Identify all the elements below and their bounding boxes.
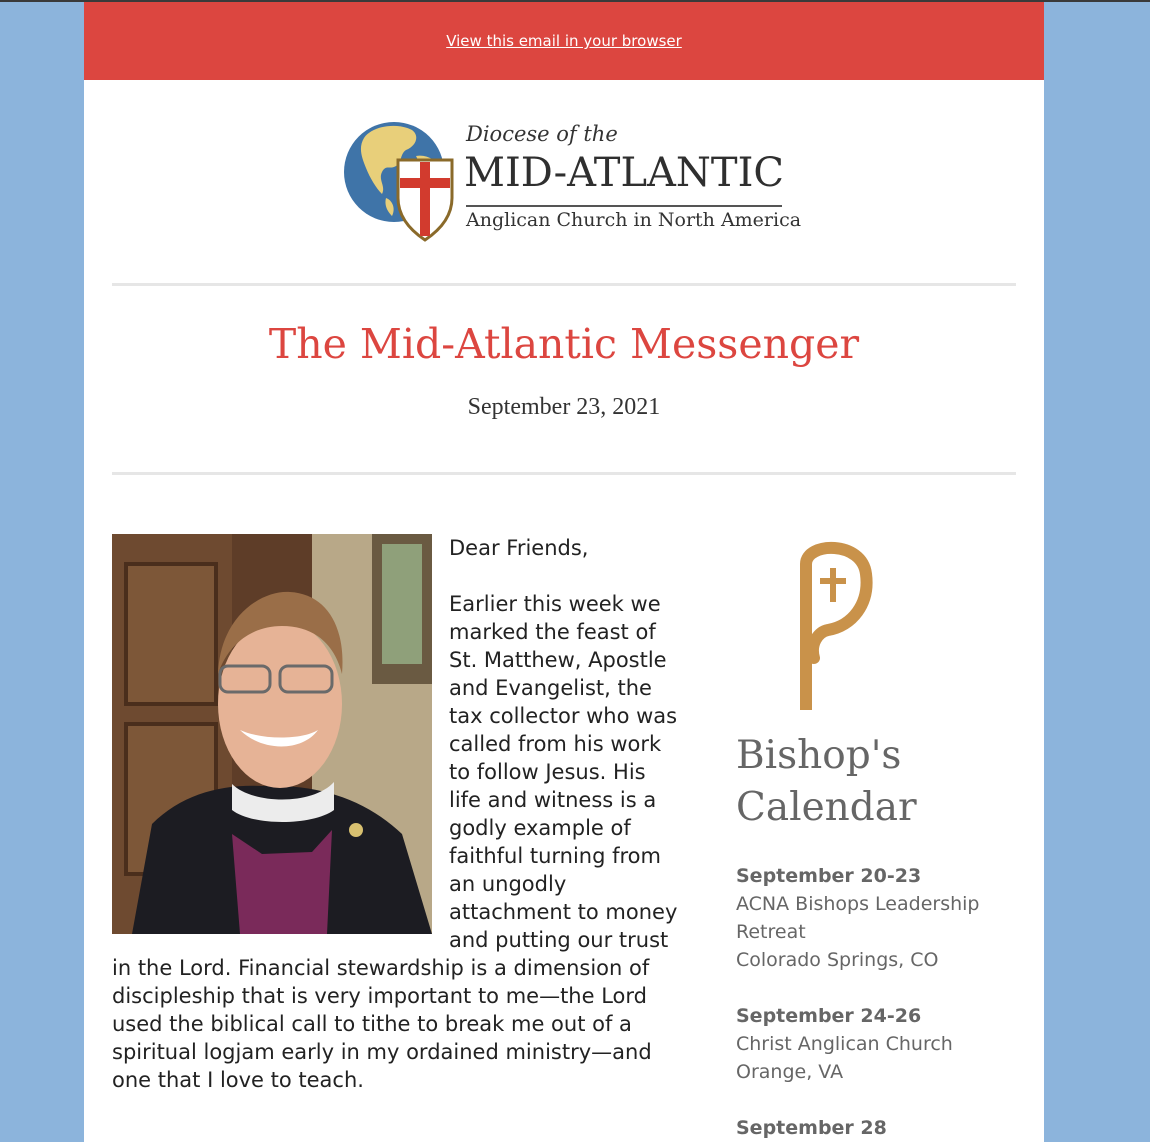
letter-greeting: Dear Friends, <box>449 536 589 560</box>
bishop-letter <box>112 534 682 1122</box>
crozier-icon <box>766 534 878 710</box>
calendar-event <box>736 862 1016 974</box>
newsletter-date: September 23, 2021 <box>467 394 661 420</box>
newsletter-title: The Mid-Atlantic Messenger <box>268 320 860 368</box>
calendar-event <box>736 1114 1016 1142</box>
header-banner <box>84 2 1044 80</box>
divider-top <box>112 283 1016 286</box>
event-line: Orange, VA <box>736 1061 844 1083</box>
event-date: September 24-26 <box>736 1005 922 1027</box>
calendar-events <box>736 862 1016 1142</box>
photo-float-spacer <box>112 534 449 936</box>
divider-bottom <box>112 472 1016 475</box>
event-line: Christ Anglican Church <box>736 1033 953 1055</box>
event-line: ACNA Bishops Leadership Retreat <box>736 893 980 943</box>
logo-acna-text: Anglican Church in North America <box>466 209 802 231</box>
letter-body: Earlier this week we marked the feast of St. Matthew, Apostle and Evangelist, the tax collector who was called from his work to follow Jesus. His life and witness is a godly example of faithful turning from an ungodly attachment to money and putting our trust in the Lord. Financial stewardship is a dimension of discipleship that is very important to me—the Lord used the biblical call to tithe to break me out of a spiritual logjam early in my ordained ministry—and one that I love to teach. <box>112 592 678 1092</box>
diocese-logo <box>342 116 802 242</box>
logo-diocese-text: Diocese of the <box>466 122 618 146</box>
event-date: September 20-23 <box>736 865 922 887</box>
globe-shield-icon <box>342 116 466 242</box>
logo-mid-atlantic-text: MID-ATLANTIC <box>464 150 784 196</box>
calendar-heading: Bishop's Calendar <box>736 733 917 830</box>
view-in-browser-link[interactable]: View this email in your browser <box>446 32 682 50</box>
event-line: Colorado Springs, CO <box>736 949 939 971</box>
logo-rule <box>466 205 782 207</box>
email-body <box>84 2 1044 1142</box>
event-date: September 28 <box>736 1117 887 1139</box>
calendar-event <box>736 1002 1016 1086</box>
